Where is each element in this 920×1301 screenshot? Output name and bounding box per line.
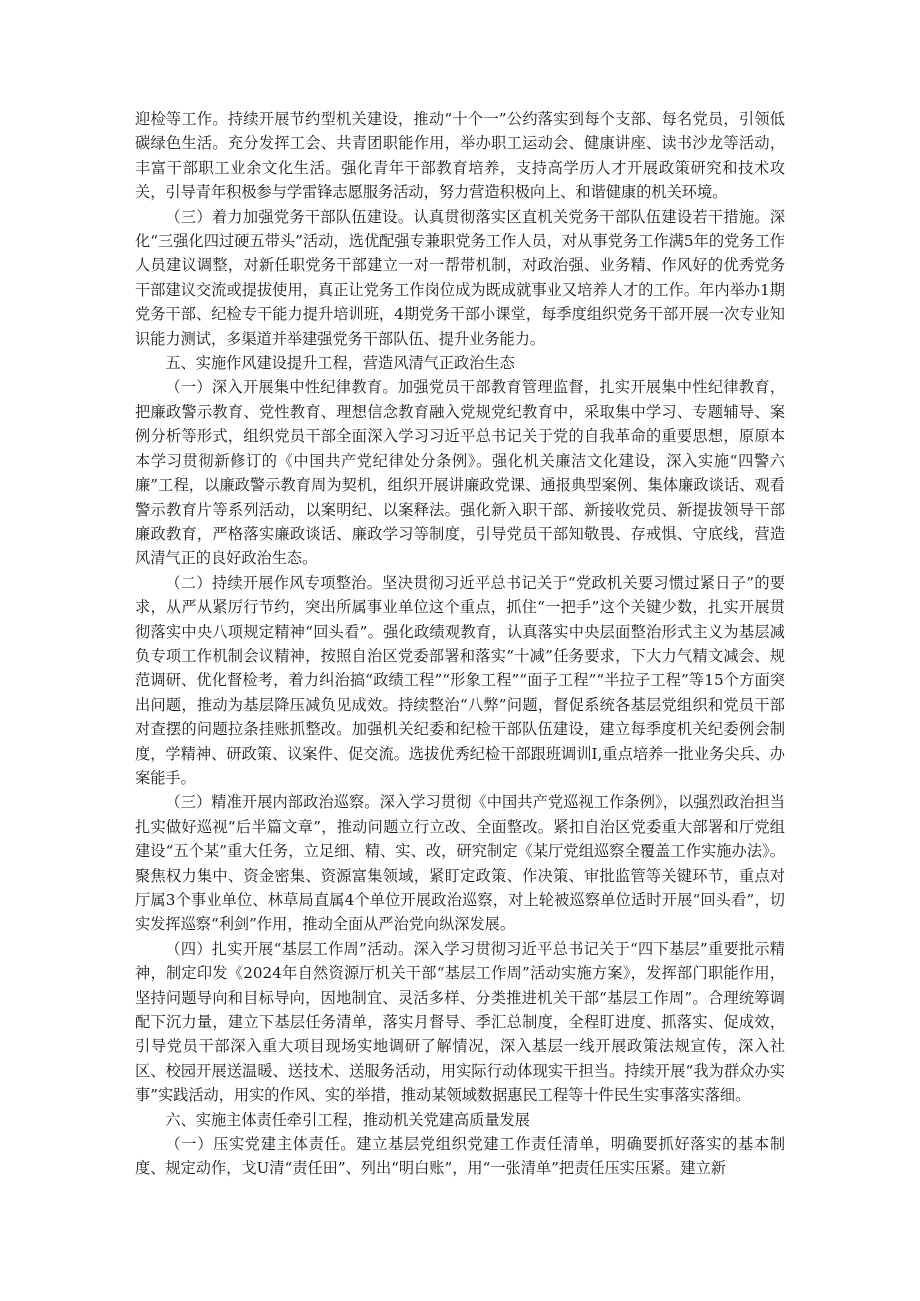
document-body	[135, 107, 785, 1181]
paragraph-internal-inspection: （三）精准开展内部政治巡察。深入学习贯彻《中国共产党巡视工作条例》，以强烈政治担当扎实做好巡视“后半篇文章”，推动问题立行立改、全面整改。紧扣自治区党委重大部署和厅党组建设“五个某”重大任务，立足细、精、实、改，研究制定《某厅党组巡察全覆盖工作实施办法》。聚焦权力集中、资金密集、资源富集领域，紧盯定政策、作决策、审批监管等关键环节，重点对厅属3个事业单位、林草局直属4个单位开展政治巡察，对上轮被巡察单位适时开展“回头看”，切实发挥巡察“利剑”作用，推动全面从严治党向纵深发展。	[135, 793, 785, 934]
section-heading-five: 五、实施作风建设提升工程，营造风清气正政治生态	[165, 354, 515, 373]
paragraph-continuation: 迎检等工作。持续开展节约型机关建设，推动“十个一”公约落实到每个支部、每名党员，引领低碳绿色生活。充分发挥工会、共青团职能作用，举办职工运动会、健康讲座、读书沙龙等活动，丰富干部职工业余文化生活。强化青年干部教育培养，支持高学历人才开展政策研究和技术攻关，引导青年积极参与学雷锋志愿服务活动，努力营造积极向上、和谐健康的机关环境。	[135, 110, 785, 202]
section-heading-six: 六、实施主体责任牵引工程，推动机关党建高质量发展	[165, 1110, 530, 1129]
paragraph-style-rectification: （二）持续开展作风专项整治。坚决贯彻习近平总书记关于“党政机关要习惯过紧日子”的要求，从严从紧厉行节约，突出所属事业单位这个重点，抓住“一把手”这个关键少数，扎实开展贯彻落实中央八项规定精神“回头看”。强化政绩观教育，认真落实中央层面整治形式主义为基层减负专项工作机制会议精神，按照自治区党委部署和落实“十减”任务要求，下大力气精文减会、规范调研、优化督检考，着力纠治搞“政绩工程”“形象工程”“面子工程”“半拉子工程”等15个方面突出问题，推动为基层降压减负见成效。持续整治“八弊”问题，督促系统各基层党组织和党员干部对查摆的问题拉条挂账抓整改。加强机关纪委和纪检干部队伍建设，建立每季度机关纪委例会制度，学精神、研政策、议案件、促交流。选拔优秀纪检干部跟班调训I,重点培养一批业务尖兵、办案能手。	[135, 573, 785, 787]
paragraph-main-responsibility: （一）压实党建主体责任。建立基层党组织党建工作责任清单，明确要抓好落实的基本制度、规定动作，戈U清“责任田”、列出“明白账”，用“一张清单”把责任压实压紧。建立新	[135, 1135, 785, 1178]
paragraph-party-staff: （三）着力加强党务干部队伍建设。认真贯彻落实区直机关党务干部队伍建设若干措施。深化“三强化四过硬五带头”活动，选优配强专兼职党务工作人员，对从事党务工作满5年的党务工作人员建议调整，对新任职党务干部建立一对一帮带机制，对政治强、业务精、作风好的优秀党务干部建议交流或提拔使用，真正让党务工作岗位成为既成就事业又培养人才的工作。年内举办1期党务干部、纪检专干能力提升培训班，4期党务干部小课堂，每季度组织党务干部开展一次专业知识能力测试，多渠道并举建强党务干部队伍、提升业务能力。	[135, 207, 785, 348]
paragraph-grassroots-week: （四）扎实开展“基层工作周”活动。深入学习贯彻习近平总书记关于“四下基层”重要批示精神，制定印发《2024年自然资源厅机关干部“基层工作周”活动实施方案》，发挥部门职能作用，坚持问题导向和目标导向，因地制宜、灵活多样、分类推进机关干部“基层工作周”。合理统筹调配下沉力量，建立下基层任务清单，落实月督导、季汇总制度，全程盯进度、抓落实、促成效，引导党员干部深入重大项目现场实地调研了解情况，深入基层一线开展政策法规宣传，深入社区、校园开展送温暖、送技术、送服务活动，用实际行动体现实干担当。持续开展“我为群众办实事”实践活动，用实的作风、实的举措，推动某领域数据惠民工程等十件民生实事落实落细。	[135, 939, 785, 1105]
paragraph-discipline-education: （一）深入开展集中性纪律教育。加强党员干部教育管理监督，扎实开展集中性纪律教育，把廉政警示教育、党性教育、理想信念教育融入党规党纪教育中，采取集中学习、专题辅导、案例分析等形式，组织党员干部全面深入学习习近平总书记关于党的自我革命的重要思想，原原本本学习贯彻新修订的《中国共产党纪律处分条例》。强化机关廉洁文化建设，深入实施“四警六廉”工程，以廉政警示教育周为契机，组织开展讲廉政党课、通报典型案例、集体廉政谈话、观看警示教育片等系列活动，以案明纪、以案释法。强化新入职干部、新接收党员、新提拔领导干部廉政教育，严格落实廉政谈话、廉政学习等制度，引导党员干部知敬畏、存戒惧、守底线，营造风清气正的良好政治生态。	[135, 378, 785, 568]
